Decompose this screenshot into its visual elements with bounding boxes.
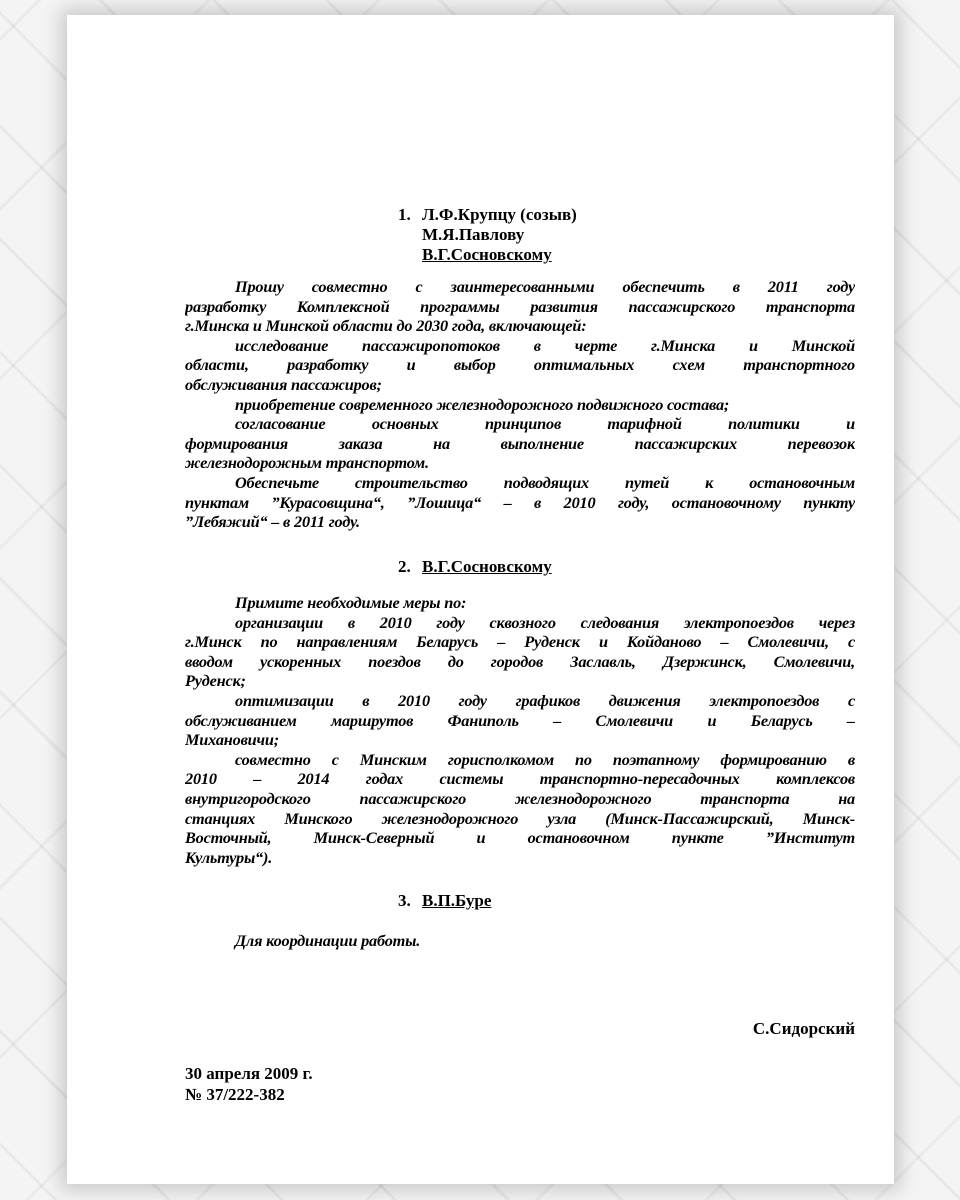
paragraph-line: исследование пассажиропотоков в черте г.Минска и Минской <box>235 335 855 355</box>
section-3-body <box>185 931 855 951</box>
paragraph-line: разработку Комплексной программы развития пассажирского транспорта <box>185 296 855 316</box>
addressee-1: Л.Ф.Крупцу (созыв) <box>422 205 577 224</box>
section-3-number: 3. <box>398 891 411 910</box>
paragraph-line: вводом ускоренных поездов до городов Заславль, Дзержинск, Смолевичи, <box>185 651 855 671</box>
addressee-3: В.Г.Сосновскому <box>422 245 552 264</box>
paragraph-line: Прошу совместно с заинтересованными обеспечить в 2011 году <box>235 277 855 296</box>
document-date: 30 апреля 2009 г. <box>185 1064 313 1083</box>
document-number: № 37/222-382 <box>185 1085 285 1104</box>
paragraph-line: области, разработку и выбор оптимальных схем транспортного <box>185 355 855 375</box>
section-2-addressee: В.Г.Сосновскому <box>422 557 552 576</box>
paragraph-line: Михановичи; <box>185 730 279 750</box>
section-1-body <box>185 277 855 532</box>
paragraph-line: формирования заказа на выполнение пассажирских перевозок <box>185 433 855 453</box>
paragraph-line: приобретение современного железнодорожного подвижного состава; <box>235 394 730 414</box>
paragraph-line: пунктам ”Курасовщина“, ”Лошица“ – в 2010 году, остановочному пункту <box>185 492 855 512</box>
paragraph-line: организации в 2010 году сквозного следования электропоездов через <box>235 612 855 632</box>
section-1-number: 1. <box>398 205 411 224</box>
paragraph-line: Руденск; <box>185 671 246 691</box>
paragraph-line: обслуживанием маршрутов Фаниполь – Смолевичи и Беларусь – <box>185 710 855 730</box>
paragraph-line: совместно с Минским горисполкомом по поэтапному формированию в <box>235 749 855 769</box>
paragraph-line: Примите необходимые меры по: <box>235 593 467 612</box>
paragraph-line: обслуживания пассажиров; <box>185 374 382 394</box>
section-3-addressee: В.П.Буре <box>422 891 492 910</box>
paragraph-line: 2010 – 2014 годах системы транспортно-пересадочных комплексов <box>185 769 855 789</box>
addressee-2: М.Я.Павлову <box>422 225 525 244</box>
document-page <box>67 15 894 1184</box>
signature: С.Сидорский <box>752 1019 855 1038</box>
paragraph-line: станциях Минского железнодорожного узла (Минск-Пассажирский, Минск- <box>185 808 855 828</box>
section-2-body <box>185 593 855 867</box>
paragraph-line: Восточный, Минск-Северный и остановочном пункте ”Институт <box>185 828 855 848</box>
paragraph-line: ”Лебяжий“ – в 2011 году. <box>185 512 360 532</box>
paragraph-line: железнодорожным транспортом. <box>185 453 429 473</box>
paragraph-line: Для координации работы. <box>235 931 421 950</box>
paragraph-line: Обеспечьте строительство подводящих путей к остановочным <box>235 472 855 492</box>
paragraph-line: согласование основных принципов тарифной политики и <box>235 414 855 434</box>
paragraph-line: внутригородского пассажирского железнодорожного транспорта на <box>185 788 855 808</box>
paragraph-line: г.Минска и Минской области до 2030 года, включающей: <box>185 316 587 336</box>
paragraph-line: оптимизации в 2010 году графиков движения электропоездов с <box>235 690 855 710</box>
paragraph-line: г.Минск по направлениям Беларусь – Руденск и Койданово – Смолевичи, с <box>185 632 855 652</box>
section-2-number: 2. <box>398 557 411 576</box>
paragraph-line: Культуры“). <box>185 847 273 867</box>
